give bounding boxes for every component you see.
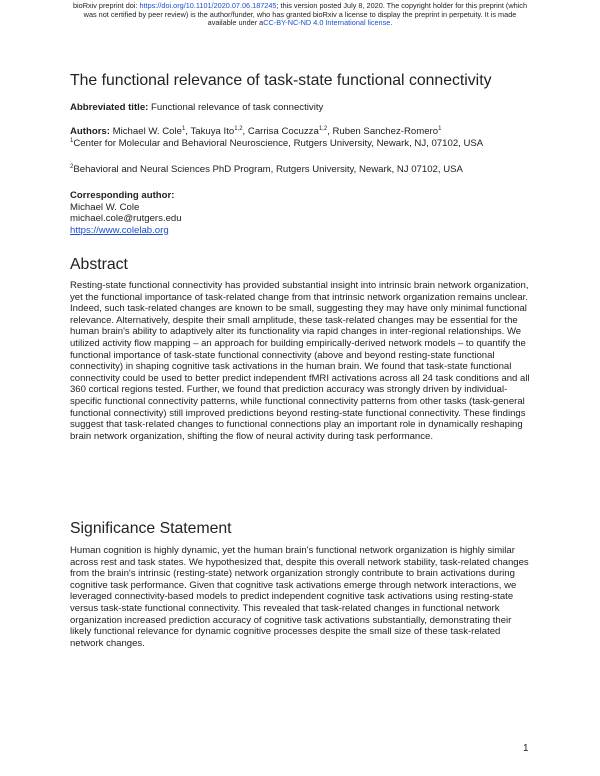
corresponding-author-email[interactable]: michael.cole@rutgers.edu — [70, 213, 182, 225]
author: Ruben Sanchez-Romero$^1$ — [332, 126, 442, 137]
preprint-header — [20, 2, 580, 28]
abstract-heading: Abstract — [70, 256, 128, 273]
abbreviated-title-value: Functional relevance of task connectivity — [151, 102, 324, 113]
abbreviated-title-label: Abbreviated title: — [70, 102, 149, 113]
author: Michael W. Cole$^1$, — [112, 126, 191, 137]
corresponding-author — [70, 190, 182, 236]
preprint-header-line1: bioRxiv preprint doi: https://doi.org/10.1101/2020.07.06.187245; this version posted July 8, 2020. The copyright holder for this preprint (which — [72, 1, 528, 10]
abbreviated-title — [70, 102, 323, 113]
abstract-text: Resting-state functional connectivity has provided substantial insight into intrinsic brain network organization, yet the functional importance of task-related change from that intrinsic network organization remains unclear. Indeed, such task-related changes are known to be small, suggesting they may have only minimal functional relevance. Alternatively, despite their small amplitude, these task-related changes may be essential for the human brain's ability to adaptively alter its functionality via rapid changes in inter-regional relationships. We utilized activity flow mapping – an approach for building empirically-derived network models – to quantify the functional importance of task-state functional connectivity (above and beyond resting-state functional connectivity) in shaping cognitive task activations in the human brain. We found that task-state functional connectivity could be used to better predict independent fMRI activations across all 24 task conditions and all 360 cortical regions tested. Further, we found that prediction accuracy was strongly driven by individual-specific functional connectivity patterns, while functional connectivity patterns from other tasks (task-general functional connectivity) still improved predictions beyond resting-state functional connectivity. These findings suggest that task-related changes to functional connections play an important role in dynamically reshaping brain network organization, shifting the flow of neural activity during task performance. — [70, 280, 530, 442]
preprint-header-line2: was not certified by peer review) is the author/funder, who has granted bioRxiv a license to display the preprint in perpetuity. It is made — [83, 9, 517, 19]
authors — [70, 126, 540, 139]
license-link[interactable]: CC-BY-NC-ND 4.0 International license — [263, 18, 391, 28]
doi-link[interactable]: https://doi.org/10.1101/2020.07.06.187245 — [139, 1, 277, 10]
lab-website-link[interactable]: https://www.colelab.org — [70, 224, 169, 236]
significance-text: Human cognition is highly dynamic, yet the human brain's functional network organization is highly similar across rest and task states. We hypothesized that, despite this overall network stability, task-related changes from the brain's intrinsic (resting-state) network organization strongly contribute to brain activations during cognitive task performance. Given that cognitive task activations emerge through network interactions, we leveraged connectivity-based models to predict independent cognitive task activations using resting-state versus task-state functional connectivity. This revealed that task-related changes in functional network organization increased prediction accuracy of cognitive task activations substantially, demonstrating their likely functional relevance for dynamic cognitive processes despite the small size of these task-related network changes. — [70, 545, 529, 649]
paper-title: The functional relevance of task-state functional connectivity — [70, 72, 492, 89]
corresponding-author-label: Corresponding author: — [70, 190, 175, 201]
author: Takuya Ito$^{1,2}$, — [190, 126, 248, 137]
affiliation-1: $^1$Center for Molecular and Behavioral Neuroscience, Rutgers University, Newark, NJ, 07102, USA — [70, 138, 484, 149]
significance-heading: Significance Statement — [70, 520, 232, 537]
page-number: 1 — [523, 743, 529, 754]
preprint-header-line3: available under aCC-BY-NC-ND 4.0 International license. — [207, 18, 393, 28]
affiliation-2: $^2$Behavioral and Neural Sciences PhD Program, Rutgers University, Newark, NJ 07102, USA — [70, 164, 463, 175]
author: Carrisa Cocuzza$^{1,2}$, — [247, 126, 333, 137]
authors-label: Authors: — [70, 126, 110, 137]
corresponding-author-name: Michael W. Cole — [70, 201, 140, 213]
